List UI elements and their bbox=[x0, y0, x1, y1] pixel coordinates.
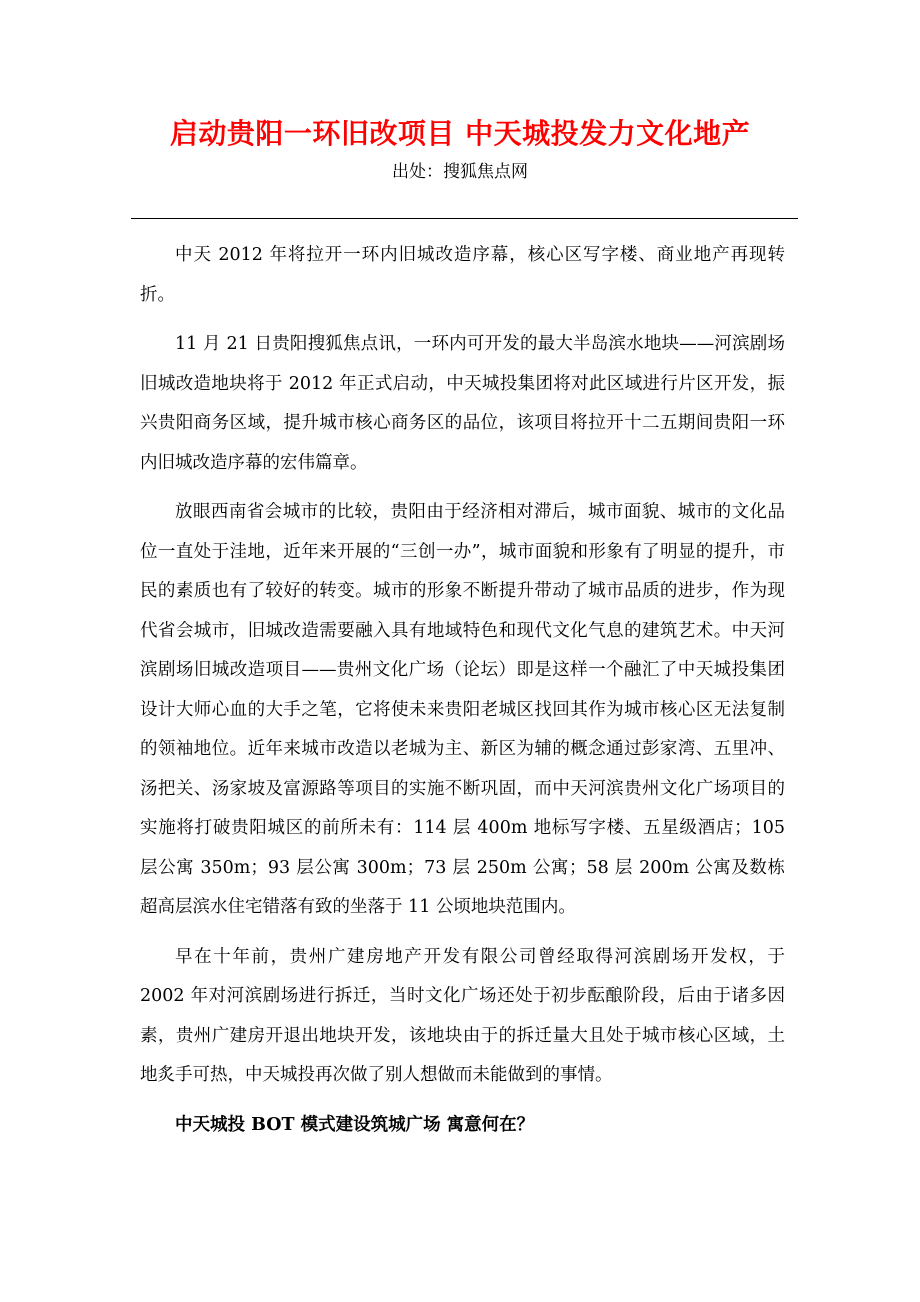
paragraph-1: 中天 2012 年将拉开一环内旧城改造序幕，核心区写字楼、商业地产再现转折。 bbox=[140, 245, 785, 305]
paragraph-3: 放眼西南省会城市的比较，贵阳由于经济相对滞后，城市面貌、城市的文化品位一直处于洼地，近年来开展的“三创一办”，城市面貌和形象有了明显的提升，市民的素质也有了较好的转变。城市的形象不断提升带动了城市品质的进步，作为现代省会城市，旧城改造需要融入具有地域特色和现代文化气息的建筑艺术。中天河滨剧场旧城改造项目——贵州文化广场（论坛）即是这样一个融汇了中天城投集团设计大师心血的大手之笔，它将使未来贵阳老城区找回其作为城市核心区无法复制的领袖地位。近年来城市改造以老城为主、新区为辅的概念通过彭家湾、五里冲、汤把关、汤家坡及富源路等项目的实施不断巩固，而中天河滨贵州文化广场项目的实施将打破贵阳城区的前所未有：114 层 400m 地标写字楼、五星级酒店；105 层公寓 350m；93 层公寓 300m；73 层 250m 公寓；58 层 200m 公寓及数栋超高层滨水住宅错落有致的坐落于 11 公顷地块范围内。 bbox=[140, 502, 785, 917]
article-title: 启动贵阳一环旧改项目 中天城投发力文化地产 bbox=[169, 117, 751, 150]
paragraph-4: 早在十年前，贵州广建房地产开发有限公司曾经取得河滨剧场开发权，于 2002 年对河滨剧场进行拆迁，当时文化广场还处于初步酝酿阶段，后由于诸多因素，贵州广建房开退出地块开发，该地块由于的拆迁量大且处于城市核心区域，土地炙手可热，中天城投再次做了别人想做而未能做到的事情。 bbox=[140, 946, 785, 1085]
article-body bbox=[140, 236, 785, 1155]
header-divider bbox=[131, 218, 798, 219]
section-subheading: 中天城投 BOT 模式建设筑城广场 寓意何在？ bbox=[175, 1114, 535, 1135]
article-source: 出处：搜狐焦点网 bbox=[392, 162, 528, 182]
paragraph-2: 11 月 21 日贵阳搜狐焦点讯，一环内可开发的最大半岛滨水地块——河滨剧场旧城改造地块将于 2012 年正式启动，中天城投集团将对此区域进行片区开发，振兴贵阳商务区域，提升城市核心商务区的品位，该项目将拉开十二五期间贵阳一环内旧城改造序幕的宏伟篇章。 bbox=[140, 334, 785, 473]
